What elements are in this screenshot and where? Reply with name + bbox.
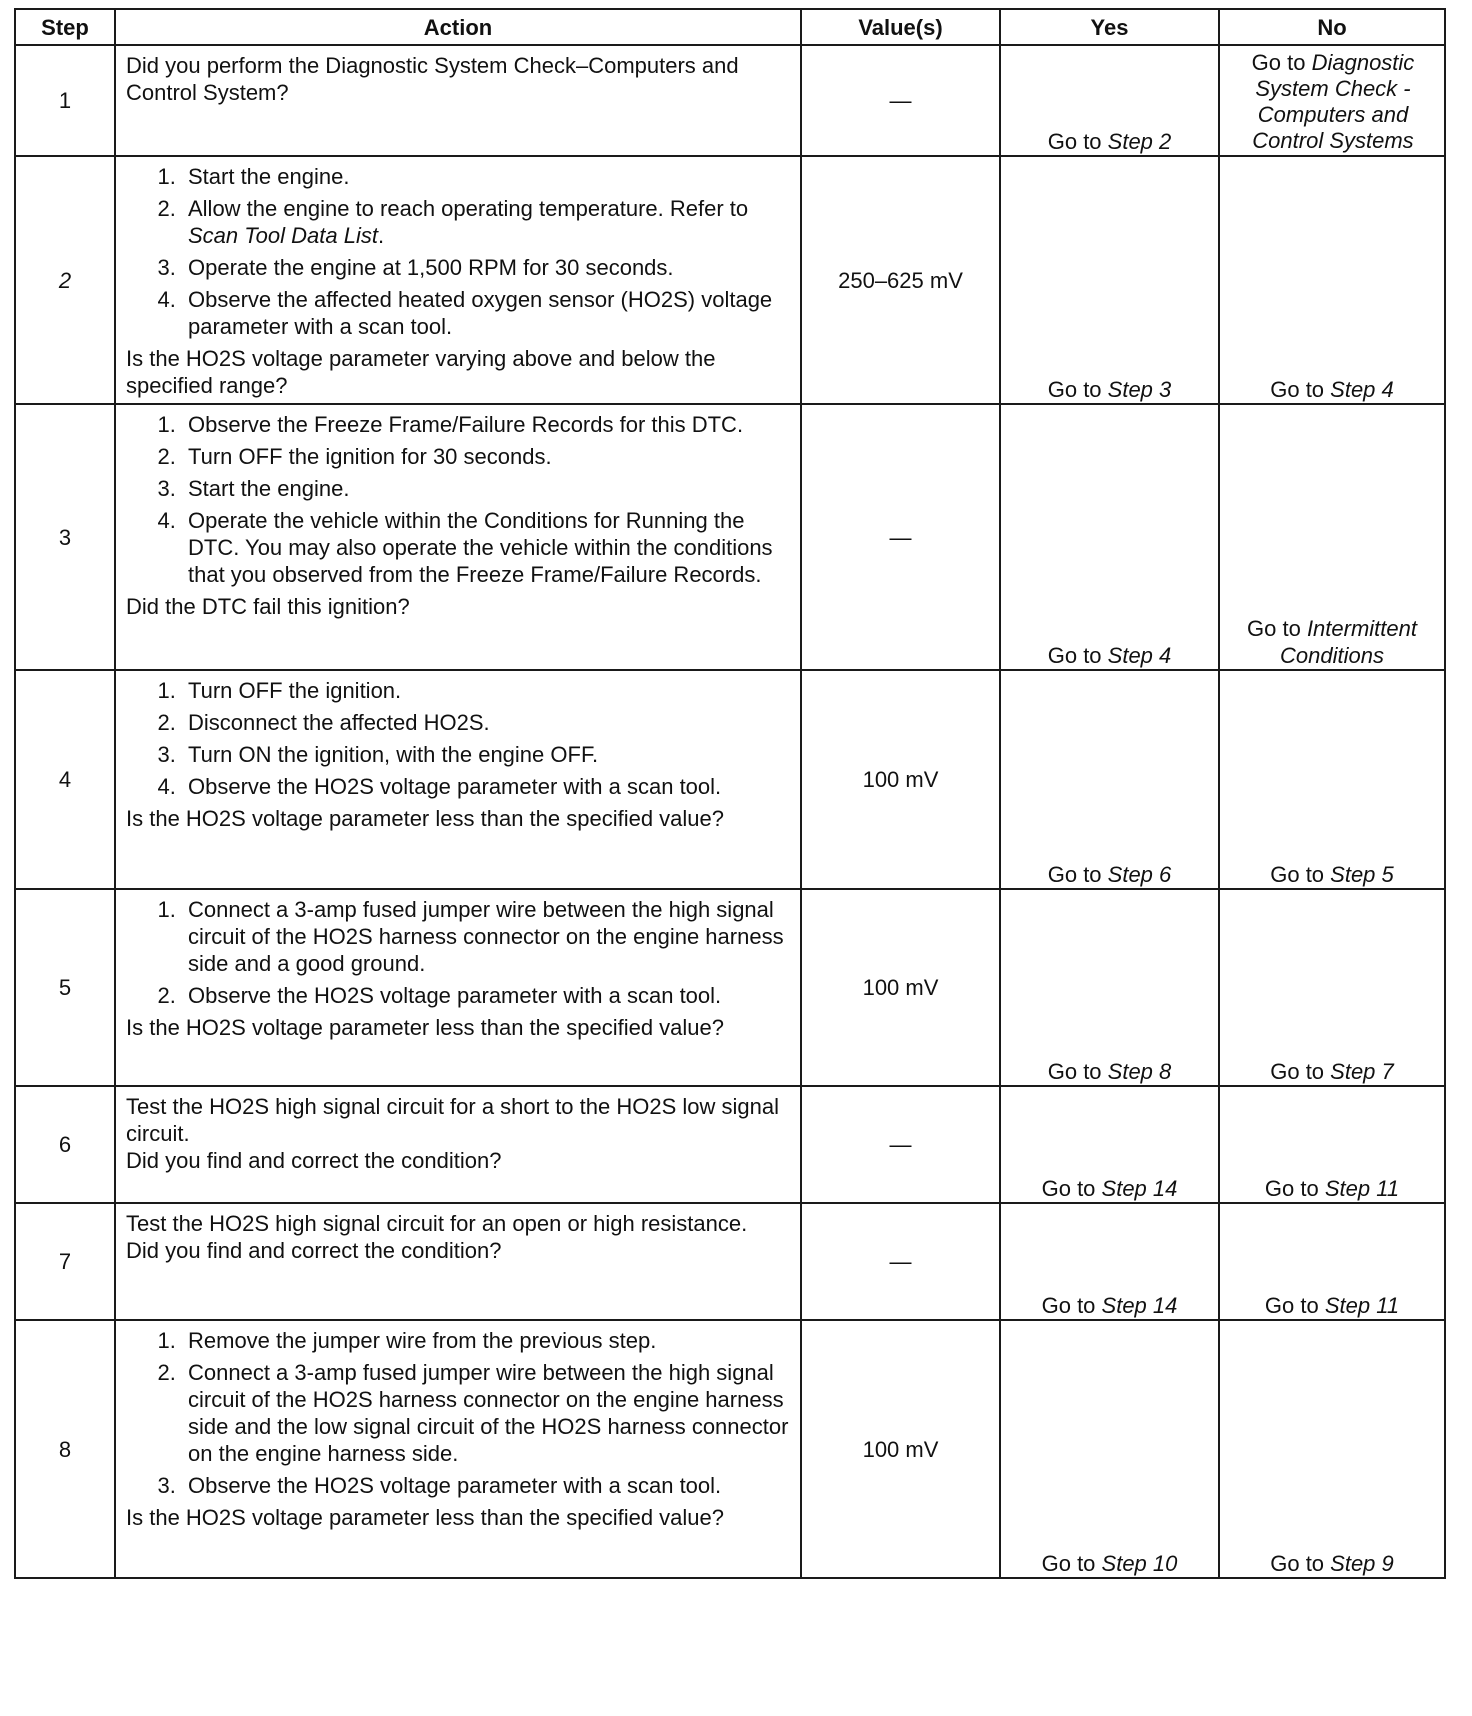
- action-item: 2. Observe the HO2S voltage parameter with a scan tool.: [182, 982, 790, 1009]
- action-question: Did you find and correct the condition?: [126, 1238, 502, 1263]
- table-row-step-3: [15, 404, 1445, 670]
- value-cell: 100 mV: [801, 889, 1000, 1086]
- action-item: 1. Start the engine.: [182, 163, 790, 190]
- action-list: [126, 896, 790, 1014]
- step-number: 6: [15, 1086, 115, 1203]
- no-prefix: Go to: [1264, 1176, 1325, 1201]
- action-cell: [115, 404, 801, 670]
- table-row-step-4: [15, 670, 1445, 889]
- reference-link[interactable]: Scan Tool Data List: [188, 223, 378, 248]
- action-item: 1. Turn OFF the ignition.: [182, 677, 790, 704]
- action-list: [126, 411, 790, 593]
- action-item: 4. Observe the HO2S voltage parameter with a scan tool.: [182, 773, 790, 800]
- action-cell: [115, 1086, 801, 1203]
- action-cell: [115, 45, 801, 156]
- yes-cell[interactable]: [1000, 156, 1219, 404]
- header-action: Action: [115, 9, 801, 45]
- action-item: 3. Turn ON the ignition, with the engine OFF.: [182, 741, 790, 768]
- action-cell: [115, 670, 801, 889]
- no-prefix: Go to: [1270, 1059, 1331, 1084]
- action-item: 3. Operate the engine at 1,500 RPM for 30 seconds.: [182, 254, 790, 281]
- action-item: 1. Connect a 3-amp fused jumper wire between the high signal circuit of the HO2S harness connector on the engine harness side and a good ground.: [182, 896, 790, 977]
- no-cell[interactable]: [1219, 45, 1445, 156]
- no-link[interactable]: Diagnostic System Check - Computers and Control Systems: [1252, 50, 1415, 153]
- action-question: Is the HO2S voltage parameter less than the specified value?: [126, 1505, 725, 1530]
- header-values: Value(s): [801, 9, 1000, 45]
- no-link[interactable]: Intermittent Conditions: [1280, 616, 1417, 668]
- action-question: Is the HO2S voltage parameter less than the specified value?: [126, 806, 725, 831]
- no-cell[interactable]: [1219, 1086, 1445, 1203]
- table-header: [15, 9, 1445, 45]
- yes-prefix: Go to: [1047, 377, 1108, 402]
- no-prefix: Go to: [1251, 50, 1312, 75]
- value-cell: 100 mV: [801, 1320, 1000, 1578]
- yes-link[interactable]: Step 3: [1107, 377, 1172, 402]
- no-link[interactable]: Step 5: [1330, 862, 1394, 887]
- table-row-step-7: [15, 1203, 1445, 1320]
- action-list: [126, 677, 790, 805]
- diagnostic-table-wrapper: [14, 8, 1444, 1579]
- no-prefix: Go to: [1264, 1293, 1325, 1318]
- no-link[interactable]: Step 11: [1324, 1293, 1400, 1318]
- action-item: 1. Observe the Freeze Frame/Failure Records for this DTC.: [182, 411, 790, 438]
- yes-prefix: Go to: [1047, 1059, 1108, 1084]
- header-step: Step: [15, 9, 115, 45]
- table-row-step-8: [15, 1320, 1445, 1578]
- action-cell: [115, 156, 801, 404]
- no-cell[interactable]: [1219, 404, 1445, 670]
- action-text: Test the HO2S high signal circuit for an open or high resistance.: [126, 1211, 748, 1236]
- value-cell: —: [801, 45, 1000, 156]
- step-number: 4: [15, 670, 115, 889]
- step-number: 2: [15, 156, 115, 404]
- action-item: 2. Allow the engine to reach operating temperature. Refer to Scan Tool Data List.: [182, 195, 790, 249]
- action-cell: [115, 1320, 801, 1578]
- yes-prefix: Go to: [1047, 643, 1108, 668]
- step-number: 3: [15, 404, 115, 670]
- yes-link[interactable]: Step 4: [1107, 643, 1172, 668]
- no-cell[interactable]: [1219, 670, 1445, 889]
- action-item: 1. Remove the jumper wire from the previous step.: [182, 1327, 790, 1354]
- action-text: Test the HO2S high signal circuit for a short to the HO2S low signal circuit.: [126, 1094, 779, 1146]
- header-no: No: [1219, 9, 1445, 45]
- yes-prefix: Go to: [1041, 1293, 1102, 1318]
- table-row-step-2: [15, 156, 1445, 404]
- yes-cell[interactable]: [1000, 45, 1219, 156]
- yes-prefix: Go to: [1047, 129, 1108, 154]
- action-item: 2. Disconnect the affected HO2S.: [182, 709, 790, 736]
- yes-cell[interactable]: [1000, 670, 1219, 889]
- no-cell[interactable]: [1219, 889, 1445, 1086]
- action-list: [126, 163, 790, 345]
- action-question: Is the HO2S voltage parameter varying above and below the specified range?: [126, 346, 716, 398]
- no-cell[interactable]: [1219, 1320, 1445, 1578]
- action-cell: [115, 889, 801, 1086]
- no-prefix: Go to: [1247, 616, 1307, 641]
- value-cell: —: [801, 1086, 1000, 1203]
- yes-prefix: Go to: [1047, 862, 1108, 887]
- step-number: 1: [15, 45, 115, 156]
- no-link[interactable]: Step 7: [1330, 1059, 1394, 1084]
- action-item: 4. Operate the vehicle within the Conditions for Running the DTC. You may also operate the vehicle within the conditions that you observed from the Freeze Frame/Failure Records.: [182, 507, 790, 588]
- yes-prefix: Go to: [1041, 1176, 1102, 1201]
- value-cell: —: [801, 1203, 1000, 1320]
- yes-link[interactable]: Step 14: [1101, 1176, 1178, 1201]
- table-row-step-1: [15, 45, 1445, 156]
- value-cell: 100 mV: [801, 670, 1000, 889]
- header-yes: Yes: [1000, 9, 1219, 45]
- yes-cell[interactable]: [1000, 1203, 1219, 1320]
- table-body: [15, 45, 1445, 1578]
- action-text: Did you perform the Diagnostic System Check–Computers and Control System?: [126, 53, 739, 105]
- action-item: 3. Observe the HO2S voltage parameter with a scan tool.: [182, 1472, 790, 1499]
- no-link[interactable]: Step 11: [1324, 1176, 1400, 1201]
- step-number: 8: [15, 1320, 115, 1578]
- yes-prefix: Go to: [1041, 1551, 1102, 1576]
- table-row-step-5: [15, 889, 1445, 1086]
- yes-link[interactable]: Step 8: [1107, 1059, 1172, 1084]
- action-item: 4. Observe the affected heated oxygen sensor (HO2S) voltage parameter with a scan tool.: [182, 286, 790, 340]
- yes-link[interactable]: Step 6: [1107, 862, 1172, 887]
- yes-link[interactable]: Step 10: [1101, 1551, 1178, 1576]
- no-cell[interactable]: [1219, 1203, 1445, 1320]
- yes-cell[interactable]: [1000, 889, 1219, 1086]
- yes-cell[interactable]: [1000, 1086, 1219, 1203]
- yes-cell[interactable]: [1000, 1320, 1219, 1578]
- no-prefix: Go to: [1270, 377, 1331, 402]
- diagnostic-table: [14, 8, 1446, 1579]
- action-item: 2. Connect a 3-amp fused jumper wire between the high signal circuit of the HO2S harness connector on the engine harness side and the low signal circuit of the HO2S harness connector on the engine harness side.: [182, 1359, 790, 1467]
- action-question: Is the HO2S voltage parameter less than the specified value?: [126, 1015, 725, 1040]
- no-link[interactable]: Step 4: [1330, 377, 1394, 402]
- step-number: 7: [15, 1203, 115, 1320]
- header-row: [15, 9, 1445, 45]
- no-cell[interactable]: [1219, 156, 1445, 404]
- action-item: 2. Turn OFF the ignition for 30 seconds.: [182, 443, 790, 470]
- action-item: 3. Start the engine.: [182, 475, 790, 502]
- value-cell: 250–625 mV: [801, 156, 1000, 404]
- action-cell: [115, 1203, 801, 1320]
- action-list: [126, 1327, 790, 1504]
- step-number: 5: [15, 889, 115, 1086]
- value-cell: —: [801, 404, 1000, 670]
- no-prefix: Go to: [1270, 862, 1331, 887]
- no-link[interactable]: Step 9: [1330, 1551, 1394, 1576]
- yes-link[interactable]: Step 2: [1107, 129, 1172, 154]
- yes-cell[interactable]: [1000, 404, 1219, 670]
- yes-link[interactable]: Step 14: [1101, 1293, 1178, 1318]
- action-question: Did you find and correct the condition?: [126, 1148, 502, 1173]
- no-prefix: Go to: [1270, 1551, 1331, 1576]
- action-question: Did the DTC fail this ignition?: [126, 594, 410, 619]
- table-row-step-6: [15, 1086, 1445, 1203]
